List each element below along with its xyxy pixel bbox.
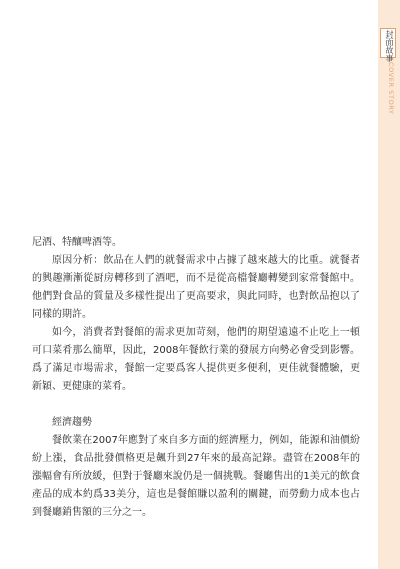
- section-side-tab: [378, 0, 400, 569]
- article-body: [32, 234, 360, 522]
- paragraph-spacer: [32, 396, 360, 414]
- section-heading: 經濟趨勢: [52, 417, 92, 428]
- paragraph-today: 如今，消費者對餐館的需求更加苛刻，他們的期望遠遠不止吃上一頓可口菜肴那么簡單，因此，2008年餐飲行業的發展方向勢必會受到影響。爲了滿足市場需求，餐館一定要爲客人提供更多便利，更佳就餐體驗，更新穎、更健康的菜肴。: [32, 327, 360, 392]
- paragraph-economy: 餐飲業在2007年應對了來自多方面的經濟壓力，例如，能源和油價紛紛上漲，食品批發價格更是飆升到27年來的最高記錄。盡管在2008年的漲幅會有所放緩，但對于餐廳來說仍是一個挑戰。餐廳售出的1美元的飲食產品的成本約爲33美分，這也是餐館賺以盈利的關鍵，而勞動力成本也占到餐廳銷售額的三分之一。: [32, 435, 360, 518]
- paragraph-reason: 原因分析：飲品在人們的就餐需求中占據了越來越大的比重。就餐者的興趣漸漸從厨房轉移到了酒吧，而不是從高檔餐廳轉變到家常餐館中。他們對食品的質量及多樣性提出了更高要求，與此同時，也對飲品抱以了同樣的期許。: [32, 255, 360, 320]
- paragraph-continued: 尼酒、特釀啤酒等。: [32, 237, 122, 248]
- section-label-english: COVER STORY: [387, 62, 395, 115]
- section-label: 封面故事: [385, 30, 394, 62]
